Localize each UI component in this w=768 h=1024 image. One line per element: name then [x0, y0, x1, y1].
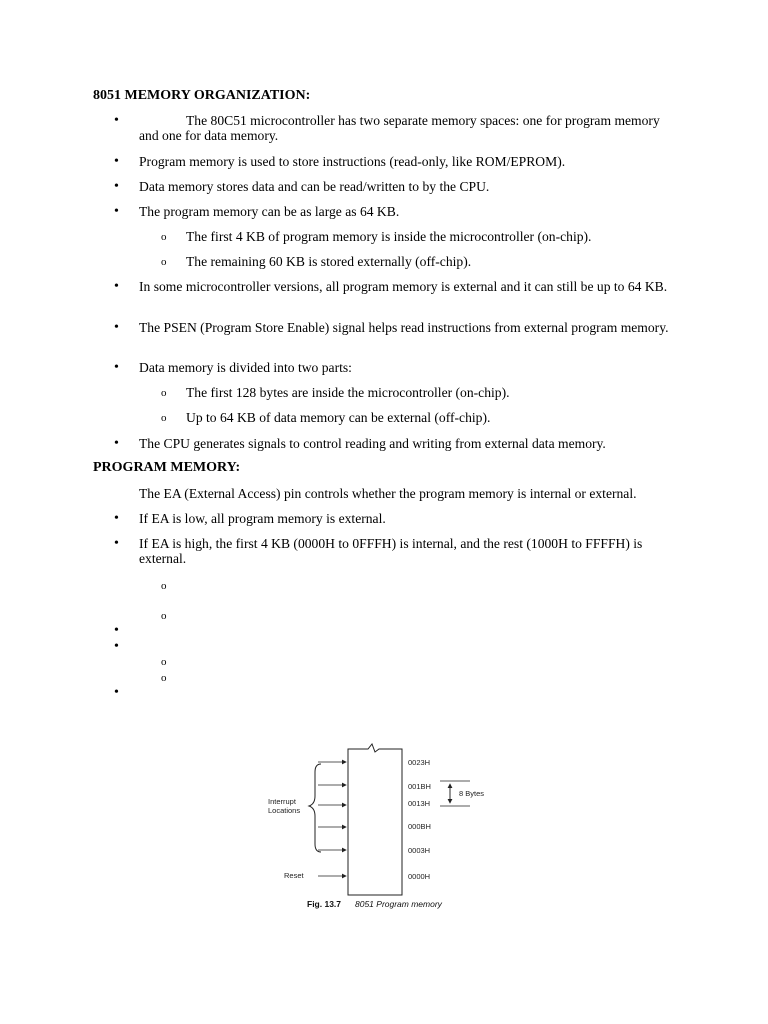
sub-bullet-marker: o — [161, 387, 167, 399]
program-memory-diagram — [255, 740, 495, 915]
empty-sub-bullet-marker: o — [161, 656, 167, 668]
address-label: 0000H — [408, 872, 431, 881]
bullet-marker: • — [114, 320, 119, 335]
sub-bullet-marker: o — [161, 412, 167, 424]
address-label: 001BH — [408, 782, 431, 791]
empty-sub-bullet-marker: o — [161, 580, 167, 592]
empty-bullet-marker: • — [114, 685, 119, 700]
program-memory-figure — [255, 740, 495, 915]
bullet-marker: • — [114, 511, 119, 526]
reset-label: Reset — [284, 871, 304, 880]
list-item: Program memory is used to store instructions (read-only, like ROM/EPROM). — [139, 154, 566, 169]
address-label: 000BH — [408, 822, 431, 831]
list-item: If EA is high, the first 4 KB (0000H to 0FFFH) is internal, and the rest (1000H to FFFFH) is external. — [139, 536, 643, 566]
list-item: Data memory stores data and can be read/written to by the CPU. — [139, 179, 490, 194]
empty-bullet-marker: • — [114, 623, 119, 638]
address-label: 0023H — [408, 758, 431, 767]
interrupt-brace — [309, 764, 321, 852]
sub-list-item: Up to 64 KB of data memory can be external (off-chip). — [186, 410, 491, 425]
list-item: Data memory is divided into two parts: — [139, 360, 352, 375]
sub-bullet-marker: o — [161, 231, 167, 243]
bullet-marker: • — [114, 204, 119, 219]
figure-caption-title: 8051 Program memory — [355, 899, 442, 909]
list-item: The program memory can be as large as 64 KB. — [139, 204, 400, 219]
memory-block — [348, 744, 402, 895]
bullet-marker: • — [114, 436, 119, 451]
list-item: If EA is low, all program memory is external. — [139, 511, 386, 526]
bullet-marker: • — [114, 113, 119, 128]
figure-caption-number: Fig. 13.7 — [307, 899, 342, 909]
sub-list-item: The remaining 60 KB is stored externally (off-chip). — [186, 254, 472, 269]
empty-sub-bullet-marker: o — [161, 672, 167, 684]
bullet-marker: • — [114, 154, 119, 169]
paragraph-ea-pin: The EA (External Access) pin controls whether the program memory is internal or external. — [139, 486, 637, 501]
address-label: 0013H — [408, 799, 431, 808]
interrupt-label: Locations — [268, 806, 301, 815]
address-label: 0003H — [408, 846, 431, 855]
list-item: The CPU generates signals to control reading and writing from external data memory. — [139, 436, 606, 451]
sub-list-item: The first 128 bytes are inside the microcontroller (on-chip). — [186, 385, 510, 400]
section-heading-program-memory: PROGRAM MEMORY: — [93, 460, 241, 475]
empty-sub-bullet-marker: o — [161, 610, 167, 622]
section-heading-memory-organization: 8051 MEMORY ORGANIZATION: — [93, 88, 311, 103]
bullet-marker: • — [114, 279, 119, 294]
bullet-marker: • — [114, 536, 119, 551]
bullet-marker: • — [114, 360, 119, 375]
span-label: 8 Bytes — [459, 789, 485, 798]
bullet-marker: • — [114, 179, 119, 194]
list-item: The 80C51 microcontroller has two separate memory spaces: one for program memory and one for data memory. — [139, 113, 660, 143]
list-item: In some microcontroller versions, all program memory is external and it can still be up to 64 KB. — [139, 279, 668, 294]
sub-bullet-marker: o — [161, 256, 167, 268]
empty-bullet-marker: • — [114, 639, 119, 654]
list-item: The PSEN (Program Store Enable) signal helps read instructions from external program memory. — [139, 320, 669, 335]
sub-list-item: The first 4 KB of program memory is inside the microcontroller (on-chip). — [186, 229, 592, 244]
interrupt-label: Interrupt — [268, 797, 296, 806]
